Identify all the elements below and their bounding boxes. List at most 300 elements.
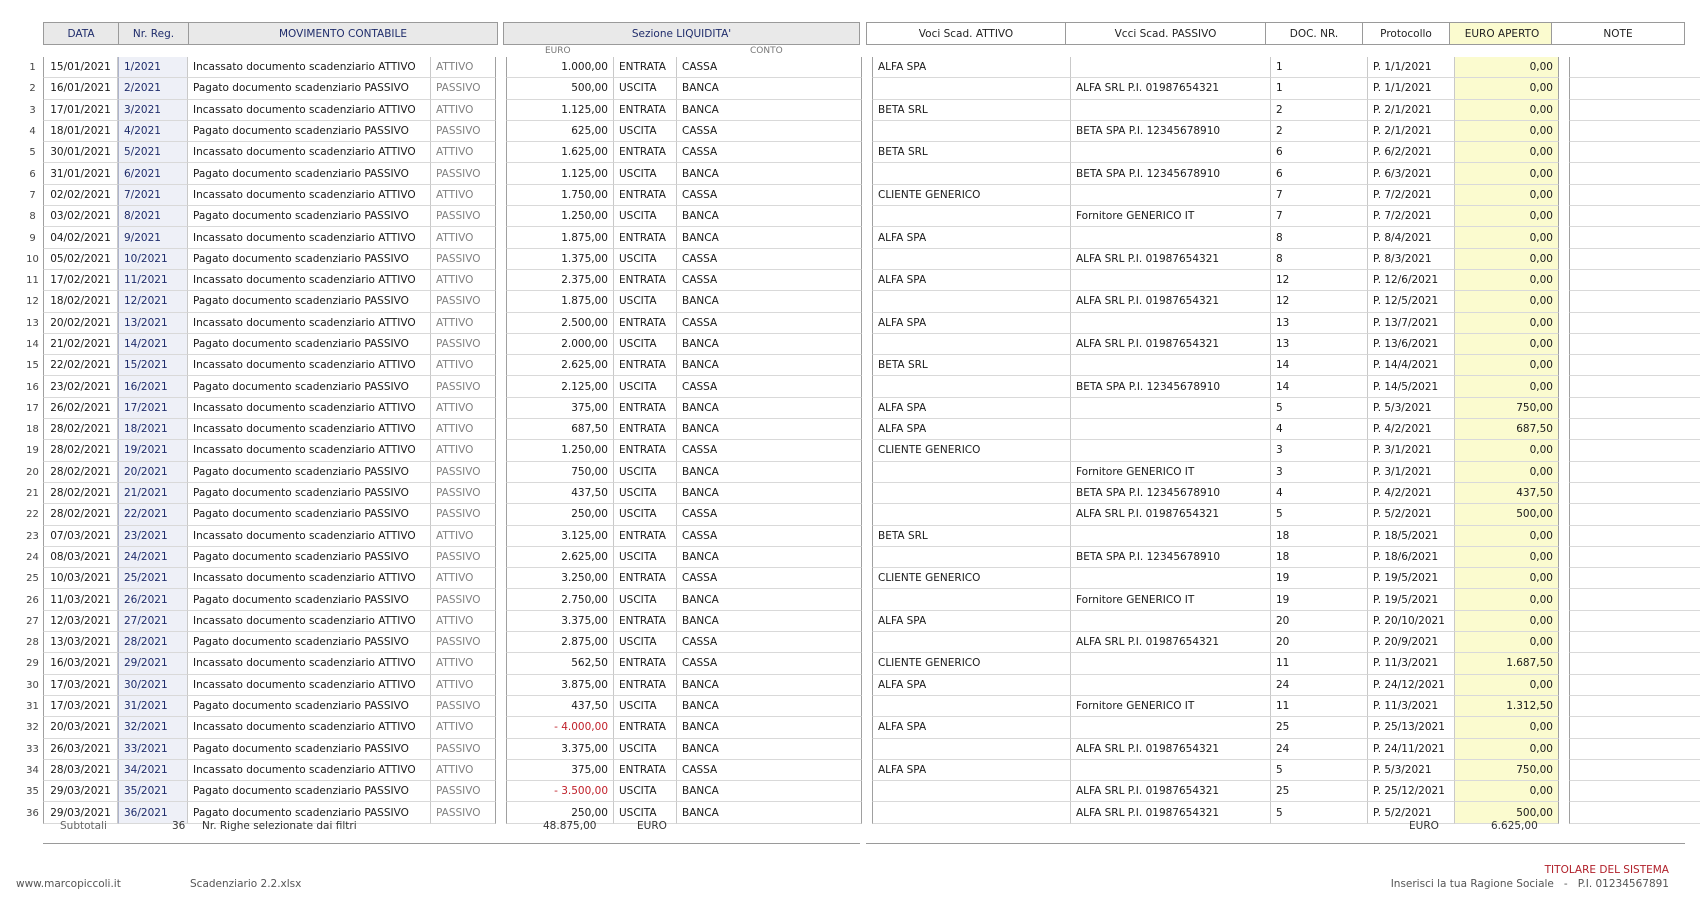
cell-entrata-uscita[interactable]: USCITA: [614, 802, 677, 823]
cell-data[interactable]: 02/02/2021: [43, 185, 118, 206]
cell-data[interactable]: 28/02/2021: [43, 419, 118, 440]
cell-data[interactable]: 11/03/2021: [43, 589, 118, 610]
cell-voci-passivo[interactable]: [1071, 611, 1271, 632]
cell-euro[interactable]: 1.625,00: [506, 142, 614, 163]
cell-data[interactable]: 15/01/2021: [43, 57, 118, 78]
cell-entrata-uscita[interactable]: USCITA: [614, 462, 677, 483]
cell-note[interactable]: [1569, 121, 1700, 142]
cell-voci-passivo[interactable]: [1071, 653, 1271, 674]
table-row[interactable]: [22, 653, 1700, 674]
table-row[interactable]: [22, 632, 1700, 653]
cell-euro[interactable]: 2.875,00: [506, 632, 614, 653]
cell-euro-aperto[interactable]: 0,00: [1455, 440, 1559, 461]
cell-protocollo[interactable]: P. 1/1/2021: [1368, 57, 1455, 78]
cell-tipo[interactable]: PASSIVO: [431, 462, 496, 483]
cell-data[interactable]: 28/02/2021: [43, 440, 118, 461]
cell-euro[interactable]: 375,00: [506, 760, 614, 781]
cell-note[interactable]: [1569, 760, 1700, 781]
cell-note[interactable]: [1569, 419, 1700, 440]
cell-data[interactable]: 12/03/2021: [43, 611, 118, 632]
cell-euro-aperto[interactable]: 437,50: [1455, 483, 1559, 504]
cell-nr-reg[interactable]: 1/2021: [118, 57, 188, 78]
cell-conto[interactable]: BANCA: [677, 675, 862, 696]
cell-euro[interactable]: 2.500,00: [506, 313, 614, 334]
cell-voci-attivo[interactable]: ALFA SPA: [872, 227, 1071, 248]
table-row[interactable]: [22, 462, 1700, 483]
cell-voci-passivo[interactable]: [1071, 568, 1271, 589]
cell-tipo[interactable]: ATTIVO: [431, 185, 496, 206]
cell-movimento[interactable]: Incassato documento scadenziario ATTIVO: [188, 57, 431, 78]
cell-entrata-uscita[interactable]: ENTRATA: [614, 100, 677, 121]
cell-conto[interactable]: BANCA: [677, 589, 862, 610]
cell-voci-attivo[interactable]: [872, 206, 1071, 227]
cell-protocollo[interactable]: P. 5/2/2021: [1368, 504, 1455, 525]
cell-doc-nr[interactable]: 25: [1271, 717, 1368, 738]
cell-movimento[interactable]: Incassato documento scadenziario ATTIVO: [188, 100, 431, 121]
cell-note[interactable]: [1569, 185, 1700, 206]
cell-nr-reg[interactable]: 18/2021: [118, 419, 188, 440]
cell-voci-passivo[interactable]: [1071, 270, 1271, 291]
cell-tipo[interactable]: PASSIVO: [431, 334, 496, 355]
cell-voci-passivo[interactable]: ALFA SRL P.I. 01987654321: [1071, 78, 1271, 99]
cell-nr-reg[interactable]: 20/2021: [118, 462, 188, 483]
cell-entrata-uscita[interactable]: ENTRATA: [614, 440, 677, 461]
cell-protocollo[interactable]: P. 5/3/2021: [1368, 760, 1455, 781]
cell-doc-nr[interactable]: 3: [1271, 462, 1368, 483]
cell-euro[interactable]: 1.375,00: [506, 249, 614, 270]
cell-protocollo[interactable]: P. 25/13/2021: [1368, 717, 1455, 738]
cell-tipo[interactable]: ATTIVO: [431, 57, 496, 78]
cell-tipo[interactable]: ATTIVO: [431, 270, 496, 291]
cell-conto[interactable]: BANCA: [677, 696, 862, 717]
cell-doc-nr[interactable]: 8: [1271, 227, 1368, 248]
cell-euro[interactable]: 3.375,00: [506, 739, 614, 760]
cell-movimento[interactable]: Incassato documento scadenziario ATTIVO: [188, 419, 431, 440]
cell-tipo[interactable]: ATTIVO: [431, 611, 496, 632]
header-attivo[interactable]: Voci Scad. ATTIVO: [867, 23, 1066, 44]
cell-note[interactable]: [1569, 249, 1700, 270]
cell-conto[interactable]: BANCA: [677, 227, 862, 248]
cell-movimento[interactable]: Incassato documento scadenziario ATTIVO: [188, 675, 431, 696]
cell-tipo[interactable]: ATTIVO: [431, 440, 496, 461]
cell-conto[interactable]: BANCA: [677, 802, 862, 823]
cell-conto[interactable]: BANCA: [677, 334, 862, 355]
cell-note[interactable]: [1569, 163, 1700, 184]
cell-euro[interactable]: 1.125,00: [506, 163, 614, 184]
cell-voci-attivo[interactable]: BETA SRL: [872, 355, 1071, 376]
cell-voci-attivo[interactable]: CLIENTE GENERICO: [872, 568, 1071, 589]
cell-euro[interactable]: 437,50: [506, 696, 614, 717]
table-row[interactable]: [22, 100, 1700, 121]
cell-movimento[interactable]: Incassato documento scadenziario ATTIVO: [188, 313, 431, 334]
cell-data[interactable]: 20/02/2021: [43, 313, 118, 334]
cell-note[interactable]: [1569, 227, 1700, 248]
cell-voci-passivo[interactable]: ALFA SRL P.I. 01987654321: [1071, 504, 1271, 525]
cell-entrata-uscita[interactable]: ENTRATA: [614, 526, 677, 547]
cell-nr-reg[interactable]: 33/2021: [118, 739, 188, 760]
cell-euro-aperto[interactable]: 0,00: [1455, 270, 1559, 291]
header-data[interactable]: DATA: [44, 23, 119, 44]
cell-protocollo[interactable]: P. 7/2/2021: [1368, 185, 1455, 206]
cell-nr-reg[interactable]: 16/2021: [118, 376, 188, 397]
cell-conto[interactable]: CASSA: [677, 376, 862, 397]
table-row[interactable]: [22, 589, 1700, 610]
cell-entrata-uscita[interactable]: USCITA: [614, 589, 677, 610]
table-row[interactable]: [22, 696, 1700, 717]
cell-euro-aperto[interactable]: 0,00: [1455, 717, 1559, 738]
cell-conto[interactable]: CASSA: [677, 313, 862, 334]
cell-entrata-uscita[interactable]: USCITA: [614, 249, 677, 270]
cell-doc-nr[interactable]: 1: [1271, 57, 1368, 78]
cell-note[interactable]: [1569, 675, 1700, 696]
cell-tipo[interactable]: PASSIVO: [431, 163, 496, 184]
cell-conto[interactable]: BANCA: [677, 717, 862, 738]
cell-nr-reg[interactable]: 4/2021: [118, 121, 188, 142]
cell-data[interactable]: 31/01/2021: [43, 163, 118, 184]
cell-data[interactable]: 17/01/2021: [43, 100, 118, 121]
cell-euro-aperto[interactable]: 0,00: [1455, 568, 1559, 589]
cell-tipo[interactable]: PASSIVO: [431, 504, 496, 525]
cell-movimento[interactable]: Pagato documento scadenziario PASSIVO: [188, 547, 431, 568]
cell-nr-reg[interactable]: 10/2021: [118, 249, 188, 270]
cell-entrata-uscita[interactable]: ENTRATA: [614, 611, 677, 632]
cell-nr-reg[interactable]: 2/2021: [118, 78, 188, 99]
cell-entrata-uscita[interactable]: ENTRATA: [614, 270, 677, 291]
cell-voci-passivo[interactable]: [1071, 185, 1271, 206]
cell-tipo[interactable]: ATTIVO: [431, 313, 496, 334]
cell-conto[interactable]: CASSA: [677, 57, 862, 78]
cell-protocollo[interactable]: P. 4/2/2021: [1368, 483, 1455, 504]
cell-entrata-uscita[interactable]: USCITA: [614, 483, 677, 504]
cell-voci-passivo[interactable]: [1071, 440, 1271, 461]
cell-nr-reg[interactable]: 30/2021: [118, 675, 188, 696]
cell-data[interactable]: 18/02/2021: [43, 291, 118, 312]
cell-voci-passivo[interactable]: [1071, 419, 1271, 440]
cell-protocollo[interactable]: P. 18/6/2021: [1368, 547, 1455, 568]
table-row[interactable]: [22, 760, 1700, 781]
cell-voci-attivo[interactable]: BETA SRL: [872, 100, 1071, 121]
cell-voci-passivo[interactable]: ALFA SRL P.I. 01987654321: [1071, 802, 1271, 823]
cell-euro[interactable]: 750,00: [506, 462, 614, 483]
cell-euro-aperto[interactable]: 0,00: [1455, 291, 1559, 312]
cell-voci-passivo[interactable]: ALFA SRL P.I. 01987654321: [1071, 781, 1271, 802]
table-row[interactable]: [22, 611, 1700, 632]
cell-protocollo[interactable]: P. 12/5/2021: [1368, 291, 1455, 312]
table-row[interactable]: [22, 781, 1700, 802]
cell-protocollo[interactable]: P. 11/3/2021: [1368, 696, 1455, 717]
cell-note[interactable]: [1569, 398, 1700, 419]
cell-nr-reg[interactable]: 6/2021: [118, 163, 188, 184]
cell-conto[interactable]: CASSA: [677, 653, 862, 674]
cell-note[interactable]: [1569, 632, 1700, 653]
footer-site[interactable]: www.marcopiccoli.it: [16, 878, 121, 890]
cell-movimento[interactable]: Pagato documento scadenziario PASSIVO: [188, 334, 431, 355]
cell-entrata-uscita[interactable]: ENTRATA: [614, 675, 677, 696]
cell-nr-reg[interactable]: 25/2021: [118, 568, 188, 589]
cell-conto[interactable]: BANCA: [677, 100, 862, 121]
table-row[interactable]: [22, 504, 1700, 525]
table-row[interactable]: [22, 185, 1700, 206]
cell-nr-reg[interactable]: 17/2021: [118, 398, 188, 419]
cell-voci-attivo[interactable]: BETA SRL: [872, 142, 1071, 163]
cell-euro-aperto[interactable]: 0,00: [1455, 376, 1559, 397]
cell-movimento[interactable]: Pagato documento scadenziario PASSIVO: [188, 206, 431, 227]
table-row[interactable]: [22, 142, 1700, 163]
cell-nr-reg[interactable]: 34/2021: [118, 760, 188, 781]
table-row[interactable]: [22, 675, 1700, 696]
cell-entrata-uscita[interactable]: USCITA: [614, 206, 677, 227]
cell-data[interactable]: 08/03/2021: [43, 547, 118, 568]
cell-nr-reg[interactable]: 8/2021: [118, 206, 188, 227]
cell-note[interactable]: [1569, 57, 1700, 78]
table-row[interactable]: [22, 568, 1700, 589]
cell-euro-aperto[interactable]: 0,00: [1455, 313, 1559, 334]
cell-note[interactable]: [1569, 526, 1700, 547]
cell-movimento[interactable]: Incassato documento scadenziario ATTIVO: [188, 611, 431, 632]
cell-data[interactable]: 29/03/2021: [43, 781, 118, 802]
cell-euro[interactable]: - 3.500,00: [506, 781, 614, 802]
cell-voci-passivo[interactable]: ALFA SRL P.I. 01987654321: [1071, 249, 1271, 270]
cell-euro-aperto[interactable]: 0,00: [1455, 142, 1559, 163]
cell-euro-aperto[interactable]: 500,00: [1455, 504, 1559, 525]
cell-doc-nr[interactable]: 24: [1271, 675, 1368, 696]
cell-voci-passivo[interactable]: [1071, 227, 1271, 248]
header-doc-nr[interactable]: DOC. NR.: [1266, 23, 1363, 44]
cell-protocollo[interactable]: P. 24/11/2021: [1368, 739, 1455, 760]
cell-protocollo[interactable]: P. 24/12/2021: [1368, 675, 1455, 696]
table-row[interactable]: [22, 376, 1700, 397]
table-row[interactable]: [22, 313, 1700, 334]
cell-data[interactable]: 22/02/2021: [43, 355, 118, 376]
header-movimento[interactable]: MOVIMENTO CONTABILE: [279, 27, 407, 40]
cell-conto[interactable]: BANCA: [677, 163, 862, 184]
cell-movimento[interactable]: Incassato documento scadenziario ATTIVO: [188, 760, 431, 781]
cell-protocollo[interactable]: P. 6/3/2021: [1368, 163, 1455, 184]
cell-protocollo[interactable]: P. 19/5/2021: [1368, 589, 1455, 610]
cell-conto[interactable]: CASSA: [677, 185, 862, 206]
cell-movimento[interactable]: Pagato documento scadenziario PASSIVO: [188, 163, 431, 184]
table-row[interactable]: [22, 78, 1700, 99]
cell-movimento[interactable]: Incassato documento scadenziario ATTIVO: [188, 653, 431, 674]
cell-voci-passivo[interactable]: [1071, 142, 1271, 163]
table-row[interactable]: [22, 121, 1700, 142]
cell-conto[interactable]: CASSA: [677, 270, 862, 291]
cell-voci-attivo[interactable]: [872, 376, 1071, 397]
cell-note[interactable]: [1569, 568, 1700, 589]
cell-nr-reg[interactable]: 35/2021: [118, 781, 188, 802]
cell-conto[interactable]: BANCA: [677, 291, 862, 312]
cell-voci-attivo[interactable]: ALFA SPA: [872, 313, 1071, 334]
cell-euro-aperto[interactable]: 750,00: [1455, 398, 1559, 419]
cell-voci-passivo[interactable]: [1071, 355, 1271, 376]
cell-nr-reg[interactable]: 22/2021: [118, 504, 188, 525]
cell-entrata-uscita[interactable]: ENTRATA: [614, 227, 677, 248]
cell-data[interactable]: 16/03/2021: [43, 653, 118, 674]
cell-nr-reg[interactable]: 32/2021: [118, 717, 188, 738]
cell-conto[interactable]: CASSA: [677, 504, 862, 525]
cell-movimento[interactable]: Pagato documento scadenziario PASSIVO: [188, 291, 431, 312]
cell-conto[interactable]: CASSA: [677, 760, 862, 781]
cell-euro-aperto[interactable]: 0,00: [1455, 589, 1559, 610]
cell-data[interactable]: 04/02/2021: [43, 227, 118, 248]
cell-note[interactable]: [1569, 376, 1700, 397]
cell-voci-attivo[interactable]: [872, 781, 1071, 802]
cell-euro[interactable]: 1.875,00: [506, 291, 614, 312]
cell-data[interactable]: 21/02/2021: [43, 334, 118, 355]
cell-note[interactable]: [1569, 696, 1700, 717]
cell-conto[interactable]: BANCA: [677, 206, 862, 227]
cell-voci-attivo[interactable]: [872, 739, 1071, 760]
cell-movimento[interactable]: Pagato documento scadenziario PASSIVO: [188, 739, 431, 760]
cell-nr-reg[interactable]: 29/2021: [118, 653, 188, 674]
cell-movimento[interactable]: Pagato documento scadenziario PASSIVO: [188, 632, 431, 653]
cell-voci-attivo[interactable]: [872, 504, 1071, 525]
cell-data[interactable]: 10/03/2021: [43, 568, 118, 589]
table-row[interactable]: [22, 483, 1700, 504]
cell-movimento[interactable]: Pagato documento scadenziario PASSIVO: [188, 483, 431, 504]
cell-voci-attivo[interactable]: [872, 334, 1071, 355]
cell-protocollo[interactable]: P. 1/1/2021: [1368, 78, 1455, 99]
cell-movimento[interactable]: Incassato documento scadenziario ATTIVO: [188, 526, 431, 547]
cell-doc-nr[interactable]: 5: [1271, 760, 1368, 781]
cell-euro-aperto[interactable]: 0,00: [1455, 121, 1559, 142]
cell-entrata-uscita[interactable]: ENTRATA: [614, 568, 677, 589]
cell-conto[interactable]: CASSA: [677, 142, 862, 163]
cell-voci-passivo[interactable]: Fornitore GENERICO IT: [1071, 462, 1271, 483]
cell-data[interactable]: 28/02/2021: [43, 504, 118, 525]
cell-voci-passivo[interactable]: [1071, 760, 1271, 781]
cell-doc-nr[interactable]: 4: [1271, 483, 1368, 504]
cell-voci-passivo[interactable]: ALFA SRL P.I. 01987654321: [1071, 291, 1271, 312]
cell-protocollo[interactable]: P. 25/12/2021: [1368, 781, 1455, 802]
cell-entrata-uscita[interactable]: USCITA: [614, 739, 677, 760]
cell-protocollo[interactable]: P. 7/2/2021: [1368, 206, 1455, 227]
cell-nr-reg[interactable]: 7/2021: [118, 185, 188, 206]
cell-euro[interactable]: 2.750,00: [506, 589, 614, 610]
cell-doc-nr[interactable]: 3: [1271, 440, 1368, 461]
cell-protocollo[interactable]: P. 4/2/2021: [1368, 419, 1455, 440]
cell-euro[interactable]: 2.625,00: [506, 355, 614, 376]
cell-nr-reg[interactable]: 5/2021: [118, 142, 188, 163]
cell-protocollo[interactable]: P. 2/1/2021: [1368, 121, 1455, 142]
cell-voci-attivo[interactable]: ALFA SPA: [872, 675, 1071, 696]
cell-data[interactable]: 26/03/2021: [43, 739, 118, 760]
table-row[interactable]: [22, 419, 1700, 440]
cell-movimento[interactable]: Pagato documento scadenziario PASSIVO: [188, 121, 431, 142]
cell-tipo[interactable]: PASSIVO: [431, 781, 496, 802]
cell-voci-passivo[interactable]: BETA SPA P.I. 12345678910: [1071, 163, 1271, 184]
cell-voci-passivo[interactable]: [1071, 313, 1271, 334]
cell-movimento[interactable]: Incassato documento scadenziario ATTIVO: [188, 398, 431, 419]
cell-doc-nr[interactable]: 20: [1271, 632, 1368, 653]
cell-doc-nr[interactable]: 7: [1271, 185, 1368, 206]
cell-doc-nr[interactable]: 25: [1271, 781, 1368, 802]
cell-euro-aperto[interactable]: 750,00: [1455, 760, 1559, 781]
cell-voci-attivo[interactable]: CLIENTE GENERICO: [872, 185, 1071, 206]
cell-note[interactable]: [1569, 291, 1700, 312]
cell-doc-nr[interactable]: 18: [1271, 526, 1368, 547]
cell-data[interactable]: 28/02/2021: [43, 462, 118, 483]
cell-doc-nr[interactable]: 2: [1271, 121, 1368, 142]
cell-entrata-uscita[interactable]: USCITA: [614, 547, 677, 568]
cell-data[interactable]: 18/01/2021: [43, 121, 118, 142]
cell-nr-reg[interactable]: 21/2021: [118, 483, 188, 504]
cell-note[interactable]: [1569, 504, 1700, 525]
cell-nr-reg[interactable]: 3/2021: [118, 100, 188, 121]
cell-protocollo[interactable]: P. 20/9/2021: [1368, 632, 1455, 653]
cell-euro-aperto[interactable]: 0,00: [1455, 355, 1559, 376]
cell-doc-nr[interactable]: 12: [1271, 291, 1368, 312]
cell-tipo[interactable]: ATTIVO: [431, 355, 496, 376]
cell-voci-attivo[interactable]: ALFA SPA: [872, 760, 1071, 781]
cell-movimento[interactable]: Incassato documento scadenziario ATTIVO: [188, 355, 431, 376]
cell-voci-attivo[interactable]: ALFA SPA: [872, 270, 1071, 291]
cell-voci-passivo[interactable]: Fornitore GENERICO IT: [1071, 589, 1271, 610]
cell-euro[interactable]: 2.625,00: [506, 547, 614, 568]
cell-note[interactable]: [1569, 78, 1700, 99]
table-row[interactable]: [22, 334, 1700, 355]
cell-conto[interactable]: BANCA: [677, 355, 862, 376]
cell-data[interactable]: 17/03/2021: [43, 696, 118, 717]
cell-protocollo[interactable]: P. 14/4/2021: [1368, 355, 1455, 376]
cell-euro-aperto[interactable]: 0,00: [1455, 249, 1559, 270]
cell-note[interactable]: [1569, 142, 1700, 163]
cell-tipo[interactable]: ATTIVO: [431, 419, 496, 440]
cell-data[interactable]: 28/03/2021: [43, 760, 118, 781]
cell-conto[interactable]: CASSA: [677, 568, 862, 589]
cell-tipo[interactable]: PASSIVO: [431, 376, 496, 397]
cell-doc-nr[interactable]: 6: [1271, 142, 1368, 163]
cell-voci-attivo[interactable]: CLIENTE GENERICO: [872, 653, 1071, 674]
cell-movimento[interactable]: Incassato documento scadenziario ATTIVO: [188, 185, 431, 206]
cell-note[interactable]: [1569, 313, 1700, 334]
cell-note[interactable]: [1569, 270, 1700, 291]
cell-entrata-uscita[interactable]: ENTRATA: [614, 398, 677, 419]
cell-note[interactable]: [1569, 589, 1700, 610]
cell-movimento[interactable]: Pagato documento scadenziario PASSIVO: [188, 802, 431, 823]
cell-tipo[interactable]: ATTIVO: [431, 100, 496, 121]
cell-note[interactable]: [1569, 483, 1700, 504]
cell-voci-attivo[interactable]: [872, 121, 1071, 142]
cell-doc-nr[interactable]: 5: [1271, 504, 1368, 525]
cell-entrata-uscita[interactable]: ENTRATA: [614, 717, 677, 738]
cell-euro-aperto[interactable]: 0,00: [1455, 781, 1559, 802]
cell-euro[interactable]: 687,50: [506, 419, 614, 440]
cell-tipo[interactable]: PASSIVO: [431, 547, 496, 568]
cell-doc-nr[interactable]: 20: [1271, 611, 1368, 632]
cell-tipo[interactable]: PASSIVO: [431, 632, 496, 653]
cell-euro[interactable]: 3.875,00: [506, 675, 614, 696]
cell-movimento[interactable]: Pagato documento scadenziario PASSIVO: [188, 589, 431, 610]
cell-voci-attivo[interactable]: [872, 802, 1071, 823]
cell-entrata-uscita[interactable]: USCITA: [614, 334, 677, 355]
cell-voci-passivo[interactable]: [1071, 717, 1271, 738]
cell-doc-nr[interactable]: 14: [1271, 376, 1368, 397]
header-liquidita[interactable]: Sezione LIQUIDITA': [631, 27, 732, 40]
cell-note[interactable]: [1569, 653, 1700, 674]
cell-voci-attivo[interactable]: ALFA SPA: [872, 419, 1071, 440]
cell-protocollo[interactable]: P. 5/2/2021: [1368, 802, 1455, 823]
cell-voci-passivo[interactable]: [1071, 398, 1271, 419]
cell-voci-passivo[interactable]: Fornitore GENERICO IT: [1071, 206, 1271, 227]
cell-doc-nr[interactable]: 19: [1271, 589, 1368, 610]
table-row[interactable]: [22, 291, 1700, 312]
cell-euro-aperto[interactable]: 0,00: [1455, 206, 1559, 227]
cell-movimento[interactable]: Incassato documento scadenziario ATTIVO: [188, 717, 431, 738]
cell-doc-nr[interactable]: 14: [1271, 355, 1368, 376]
cell-euro[interactable]: 625,00: [506, 121, 614, 142]
cell-voci-passivo[interactable]: BETA SPA P.I. 12345678910: [1071, 547, 1271, 568]
